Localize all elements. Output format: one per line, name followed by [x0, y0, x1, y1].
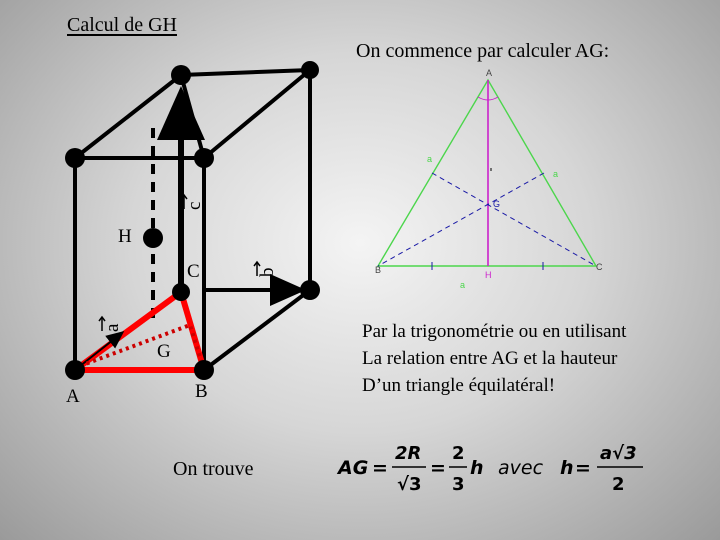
label-A: A	[66, 386, 80, 407]
svg-text:c: c	[184, 201, 205, 210]
formula-eq-1: =	[372, 457, 388, 479]
page-title: Calcul de GH	[67, 14, 177, 36]
explanation-line-2: La relation entre AG et la hauteur	[362, 348, 618, 369]
formula-eq-3: =	[575, 457, 591, 479]
formula	[336, 443, 643, 495]
intro-text: On commence par calculer AG:	[356, 40, 610, 62]
label-G: G	[157, 341, 171, 362]
conclusion-text: On trouve	[173, 458, 254, 480]
median-dotted	[80, 325, 204, 370]
vector-b-label	[254, 262, 278, 277]
tri-label-left: B	[375, 265, 382, 275]
formula-den-2: 3	[452, 474, 465, 495]
formula-avec: avec	[498, 457, 544, 479]
tri-label-side-left: a	[427, 154, 433, 164]
formula-num-2: 2	[452, 443, 465, 464]
tri-label-foot: H	[485, 270, 492, 280]
vector-c-label	[181, 195, 205, 210]
tri-label-side-right: a	[553, 169, 559, 179]
label-C: C	[187, 261, 200, 282]
formula-den-3: 2	[612, 474, 625, 495]
formula-eq-2: =	[430, 457, 446, 479]
svg-text:a: a	[102, 323, 123, 332]
formula-h: h	[470, 457, 484, 479]
formula-h-lhs: h	[560, 457, 574, 479]
formula-num-1: 2R	[395, 443, 422, 464]
explanation-line-3: D’un triangle équilatéral!	[362, 375, 556, 396]
formula-den-1: √3	[397, 474, 422, 495]
svg-text:b: b	[257, 267, 278, 277]
formula-num-3: a√3	[600, 443, 637, 464]
tri-label-base: a	[460, 280, 466, 290]
formula-lhs: AG	[338, 457, 369, 479]
label-H: H	[118, 226, 132, 247]
vector-a-label	[99, 317, 123, 332]
label-B: B	[195, 381, 208, 402]
explanation-line-1: Par la trigonométrie ou en utilisant	[362, 321, 627, 342]
equilateral-triangle-diagram	[375, 68, 603, 290]
tri-label-center: G	[493, 199, 501, 209]
tri-label-top: A	[486, 68, 493, 78]
tri-label-right: C	[596, 262, 603, 272]
base-triangle	[75, 292, 204, 370]
